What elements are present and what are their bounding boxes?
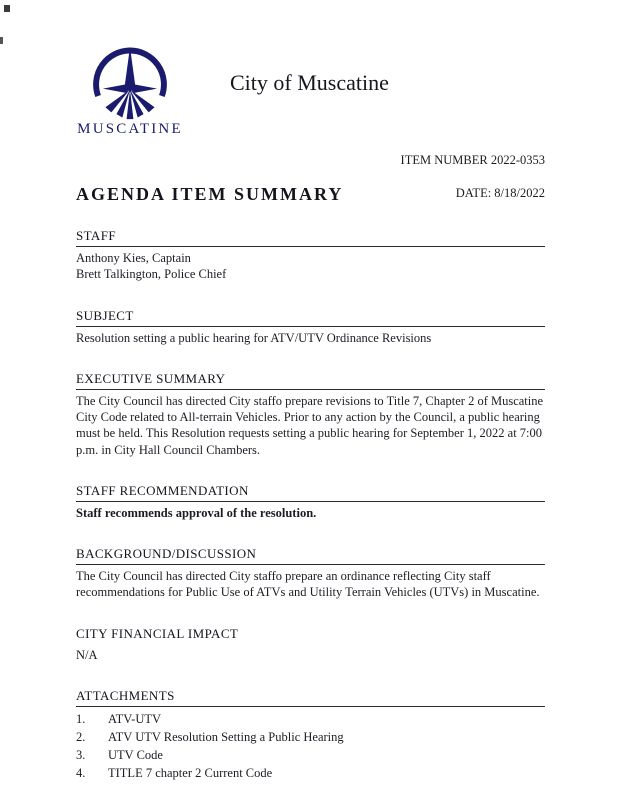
section-heading: CITY FINANCIAL IMPACT: [76, 625, 239, 641]
attachment-number: 3.: [76, 747, 86, 762]
logo-wordmark: MUSCATINE: [77, 121, 183, 137]
muscatine-starburst-icon: [76, 42, 184, 120]
section-heading: BACKGROUND/DISCUSSION: [76, 546, 545, 565]
letterhead: [0, 0, 618, 138]
attachment-item: [76, 712, 545, 727]
item-number: ITEM NUMBER 2022-0353: [400, 153, 545, 167]
section-heading: ATTACHMENTS: [76, 688, 545, 707]
title-row: [76, 184, 545, 205]
section-background-discussion: [76, 546, 545, 601]
page-title: AGENDA ITEM SUMMARY: [76, 184, 344, 204]
city-logo: [76, 42, 184, 138]
attachment-item: [76, 748, 545, 763]
staff-line: Anthony Kies, Captain: [76, 251, 191, 265]
attachment-label: ATV-UTV: [108, 711, 162, 726]
section-heading: STAFF: [76, 228, 545, 247]
attachment-label: TITLE 7 chapter 2 Current Code: [108, 765, 273, 780]
staff-line: Brett Talkington, Police Chief: [76, 267, 227, 282]
section-staff-recommendation: [76, 483, 545, 521]
section-heading: SUBJECT: [76, 308, 545, 327]
attachment-number: 4.: [76, 765, 86, 780]
scan-artifact: [0, 37, 3, 44]
section-heading: EXECUTIVE SUMMARY: [76, 371, 545, 390]
subject-text: Resolution setting a public hearing for ATV/UTV Ordinance Revisions: [76, 330, 432, 345]
attachment-item: [76, 766, 545, 781]
attachment-label: UTV Code: [108, 747, 163, 762]
background-discussion-text: The City Council has directed City staffo prepare an ordinance reflecting City staff recommendations for Public Use of ATVs and Utility Terrain Vehicles (UTVs) in Muscatine.: [76, 569, 540, 600]
document-date: DATE: 8/18/2022: [455, 186, 545, 200]
org-name: City of Muscatine: [230, 70, 389, 95]
section-subject: [76, 308, 545, 346]
section-executive-summary: [76, 371, 545, 458]
section-heading: STAFF RECOMMENDATION: [76, 483, 545, 502]
attachments-list: [76, 712, 545, 781]
section-city-financial-impact: [76, 626, 545, 663]
section-attachments: [76, 688, 545, 781]
executive-summary-text: The City Council has directed City staffo prepare revisions to Title 7, Chapter 2 of Muscatine City Code related to All-terrain Vehicles. Prior to any action by the Council, a public hearing must be held. This Resolution requests setting a public hearing for September 1, 2022 at 7:00 p.m. in City Hall Council Chambers.: [76, 393, 544, 457]
attachment-number: 1.: [76, 711, 86, 726]
attachment-label: ATV UTV Resolution Setting a Public Hearing: [108, 729, 344, 744]
attachment-number: 2.: [76, 729, 86, 744]
section-staff: [76, 228, 545, 283]
scan-artifact: [4, 5, 10, 12]
attachment-item: [76, 730, 545, 745]
staff-recommendation-text: Staff recommends approval of the resolution.: [76, 505, 317, 520]
document-body: [76, 228, 545, 781]
financial-impact-text: N/A: [76, 647, 98, 662]
